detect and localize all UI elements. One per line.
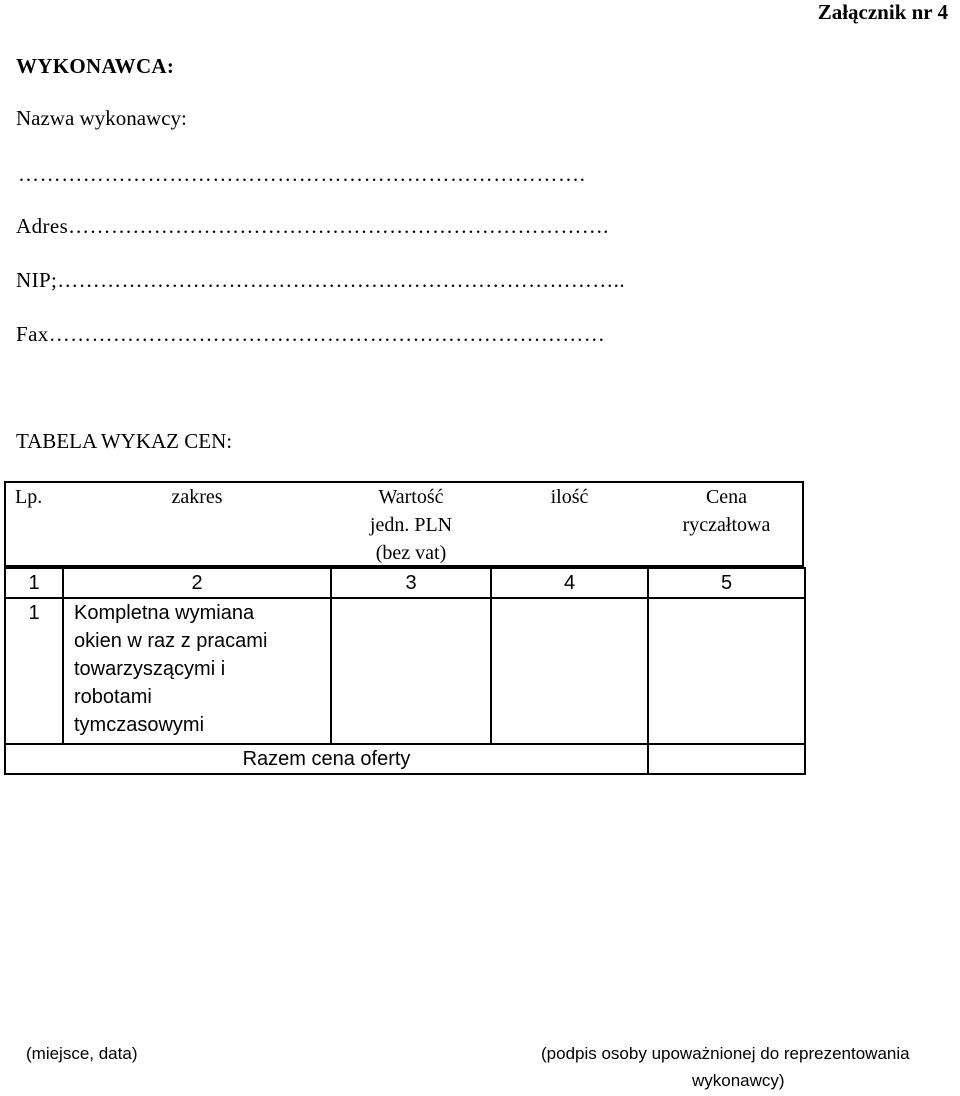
column-number: 4 bbox=[491, 568, 648, 598]
contractor-heading: WYKONAWCA: bbox=[16, 54, 175, 78]
column-number: 5 bbox=[648, 568, 805, 598]
contractor-address-field: Adres…………………………………………………………………. bbox=[16, 214, 609, 238]
header-unit-value bbox=[331, 481, 491, 568]
header-unit-value-line2: jedn. PLN bbox=[369, 514, 453, 536]
total-value-cell[interactable] bbox=[648, 744, 805, 774]
header-unit-value-line3: (bez vat) bbox=[375, 542, 447, 564]
signature-caption-line2: wykonawcy) bbox=[692, 1071, 785, 1090]
contractor-fax-field: Fax…………………………………………………………………… bbox=[16, 322, 606, 346]
row-scope bbox=[63, 598, 331, 744]
place-date-caption: (miejsce, data) bbox=[26, 1044, 138, 1063]
signature-caption-line1: (podpis osoby upoważnionej do reprezentowania bbox=[541, 1044, 910, 1063]
header-lp: Lp. bbox=[15, 486, 43, 508]
contractor-name-label: Nazwa wykonawcy: bbox=[16, 106, 187, 130]
header-lump-price-line2: ryczałtowa bbox=[682, 514, 771, 536]
contractor-nip-field: NIP;…………………………………………………………………….. bbox=[16, 268, 625, 292]
table-row bbox=[5, 598, 805, 744]
contractor-name-field: ……………………………………………………………………. bbox=[18, 162, 586, 186]
column-number: 3 bbox=[331, 568, 491, 598]
header-quantity: ilość bbox=[550, 486, 589, 508]
row-lump-price-cell[interactable] bbox=[648, 598, 805, 744]
header-unit-value-line1: Wartość bbox=[378, 486, 444, 508]
total-label: Razem cena oferty bbox=[5, 744, 648, 774]
price-table-heading: TABELA WYKAZ CEN: bbox=[16, 429, 233, 453]
row-scope-line: towarzyszącymi i bbox=[74, 658, 226, 680]
column-number: 2 bbox=[63, 568, 331, 598]
row-lp: 1 bbox=[5, 598, 63, 744]
price-table bbox=[4, 481, 806, 775]
row-quantity-cell[interactable] bbox=[491, 598, 648, 744]
column-number: 1 bbox=[5, 568, 63, 598]
header-lump-price bbox=[648, 481, 805, 568]
total-row bbox=[5, 744, 805, 774]
column-number-row bbox=[5, 568, 805, 598]
price-table-header-row bbox=[5, 481, 805, 568]
header-scope: zakres bbox=[171, 486, 223, 508]
row-unit-value-cell[interactable] bbox=[331, 598, 491, 744]
row-scope-line: tymczasowymi bbox=[74, 714, 205, 736]
header-lump-price-line1: Cena bbox=[705, 486, 748, 508]
row-scope-line: Kompletna wymiana bbox=[74, 602, 255, 624]
row-scope-line: okien w raz z pracami bbox=[74, 630, 268, 652]
attachment-number: Załącznik nr 4 bbox=[817, 0, 948, 24]
row-scope-line: robotami bbox=[74, 686, 152, 708]
